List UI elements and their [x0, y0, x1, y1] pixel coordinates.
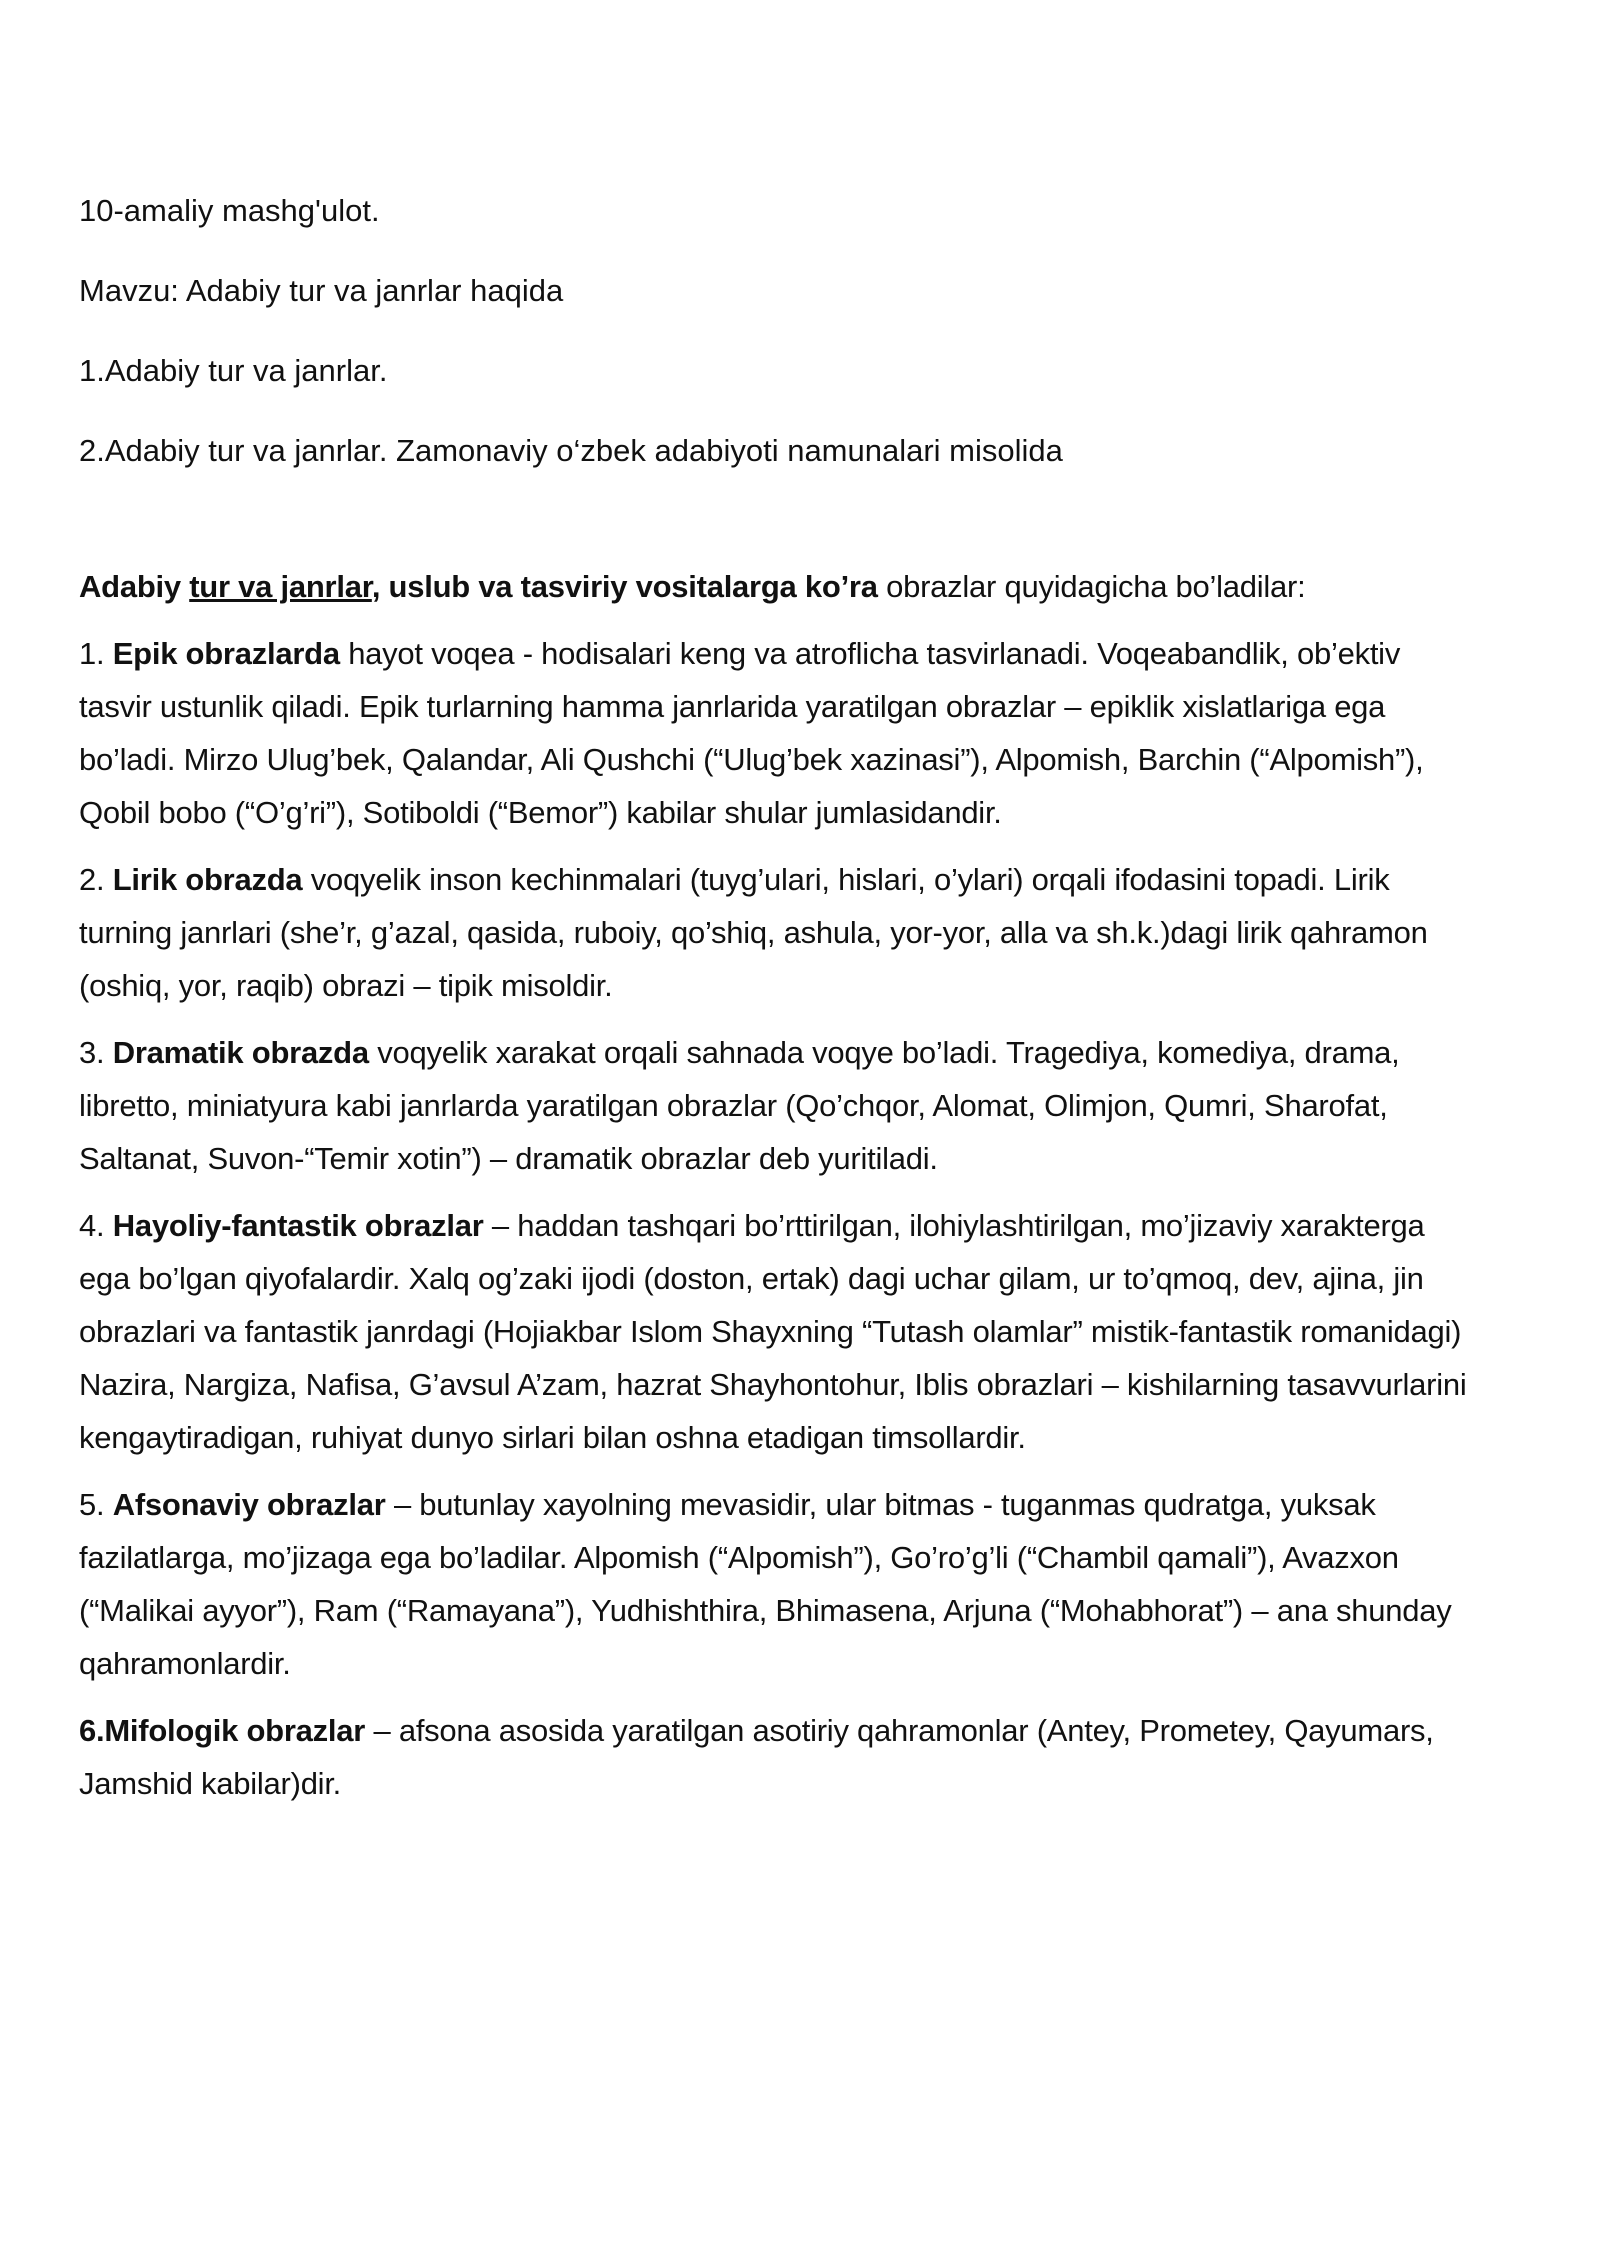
- page-title: 10-amaliy mashg'ulot.: [79, 193, 380, 228]
- list-item-mythological: [79, 1704, 1479, 1810]
- item-number: 4.: [79, 1208, 113, 1243]
- document-page: [79, 190, 1479, 1824]
- item-term: Hayoliy-fantastik obrazlar: [112, 1208, 484, 1243]
- item-text: hayot voqea - hodisalari keng va atroflicha tasvirlanadi. Voqeabandlik, ob’ektiv tasvir ustunlik qiladi. Epik turlarning hamma janrlarida yaratilgan obrazlar – epiklik xislatlariga ega bo’ladi. Mirzo Ulug’bek, Qalandar, Ali Qushchi (“Ulug’bek xazinasi”), Alpomish, Barchin (“Alpomish”), Qobil bobo (“O’g’ri”), Sotiboldi (“Bemor”) kabilar shular jumlasidandir.: [79, 636, 1424, 830]
- list-item-legendary: [79, 1478, 1479, 1690]
- item-text: – afsona asosida yaratilgan asotiriy qahramonlar (Antey, Prometey, Qayumars, Jamshid kabilar)dir.: [79, 1713, 1434, 1801]
- list-item-lyric: [79, 853, 1479, 1012]
- intro-text: obrazlar quyidagicha bo’ladilar:: [877, 569, 1306, 604]
- item-term: Epik obrazlarda: [112, 636, 340, 671]
- topic-line: Mavzu: Adabiy tur va janrlar haqida: [79, 273, 564, 308]
- list-item-dramatic: [79, 1026, 1479, 1185]
- item-term: Dramatik obrazda: [112, 1035, 369, 1070]
- list-item-fantastic: [79, 1199, 1479, 1464]
- list-item-epic: [79, 627, 1479, 839]
- plan-item-1: 1.Adabiy tur va janrlar.: [79, 353, 388, 388]
- plan-item-2: 2.Adabiy tur va janrlar. Zamonaviy o‘zbek adabiyoti namunalari misolida: [79, 433, 1063, 468]
- item-number: 5.: [79, 1487, 113, 1522]
- item-term: 6.Mifologik obrazlar: [79, 1713, 366, 1748]
- item-number: 3.: [79, 1035, 113, 1070]
- intro-paragraph: [79, 560, 1479, 613]
- item-text: voqyelik inson kechinmalari (tuyg’ulari, hislari, o’ylari) orqali ifodasini topadi. Lirik turning janrlari (she’r, g’azal, qasida, ruboiy, qo’shiq, ashula, yor-yor, alla va sh.k.)dagi lirik qahramon (oshiq, yor, raqib) obrazi – tipik misoldir.: [79, 862, 1428, 1003]
- item-number: 1.: [79, 636, 113, 671]
- item-number: 2.: [79, 862, 113, 897]
- item-text: – haddan tashqari bo’rttirilgan, ilohiylashtirilgan, mo’jizaviy xarakterga ega bo’lgan qiyofalardir. Xalq og’zaki ijodi (doston, ertak) dagi uchar gilam, ur to’qmoq, dev, ajina, jin obrazlari va fantastik janrdagi (Hojiakbar Islom Shayxning “Tutash olamlar” mistik-fantastik romanidagi) Nazira, Nargiza, Nafisa, G’avsul A’zam, hazrat Shayhontohur, Iblis obrazlari – kishilarning tasavvurlarini kengaytiradigan, ruhiyat dunyo sirlari bilan oshna etadigan timsollardir.: [79, 1208, 1467, 1455]
- item-term: Afsonaviy obrazlar: [112, 1487, 386, 1522]
- intro-underlined-term: tur va janrlar: [189, 569, 372, 604]
- item-text: – butunlay xayolning mevasidir, ular bitmas - tuganmas qudratga, yuksak fazilatlarga, mo’jizaga ega bo’ladilar. Alpomish (“Alpomish”), Go’ro’g’li (“Chambil qamali”), Avazxon (“Malikai ayyor”), Ram (“Ramayana”), Yudhishthira, Bhimasena, Arjuna (“Mohabhorat”) – ana shunday qahramonlardir.: [79, 1487, 1452, 1681]
- item-text: voqyelik xarakat orqali sahnada voqye bo’ladi. Tragediya, komediya, drama, libretto, miniatyura kabi janrlarda yaratilgan obrazlar (Qo’chqor, Alomat, Olimjon, Qumri, Sharofat, Saltanat, Suvon-“Temir xotin”) – dramatik obrazlar deb yuritiladi.: [79, 1035, 1400, 1176]
- item-term: Lirik obrazda: [112, 862, 303, 897]
- intro-bold-end: , uslub va tasviriy vositalarga ko’ra: [371, 569, 878, 604]
- intro-bold-start: Adabiy: [79, 569, 190, 604]
